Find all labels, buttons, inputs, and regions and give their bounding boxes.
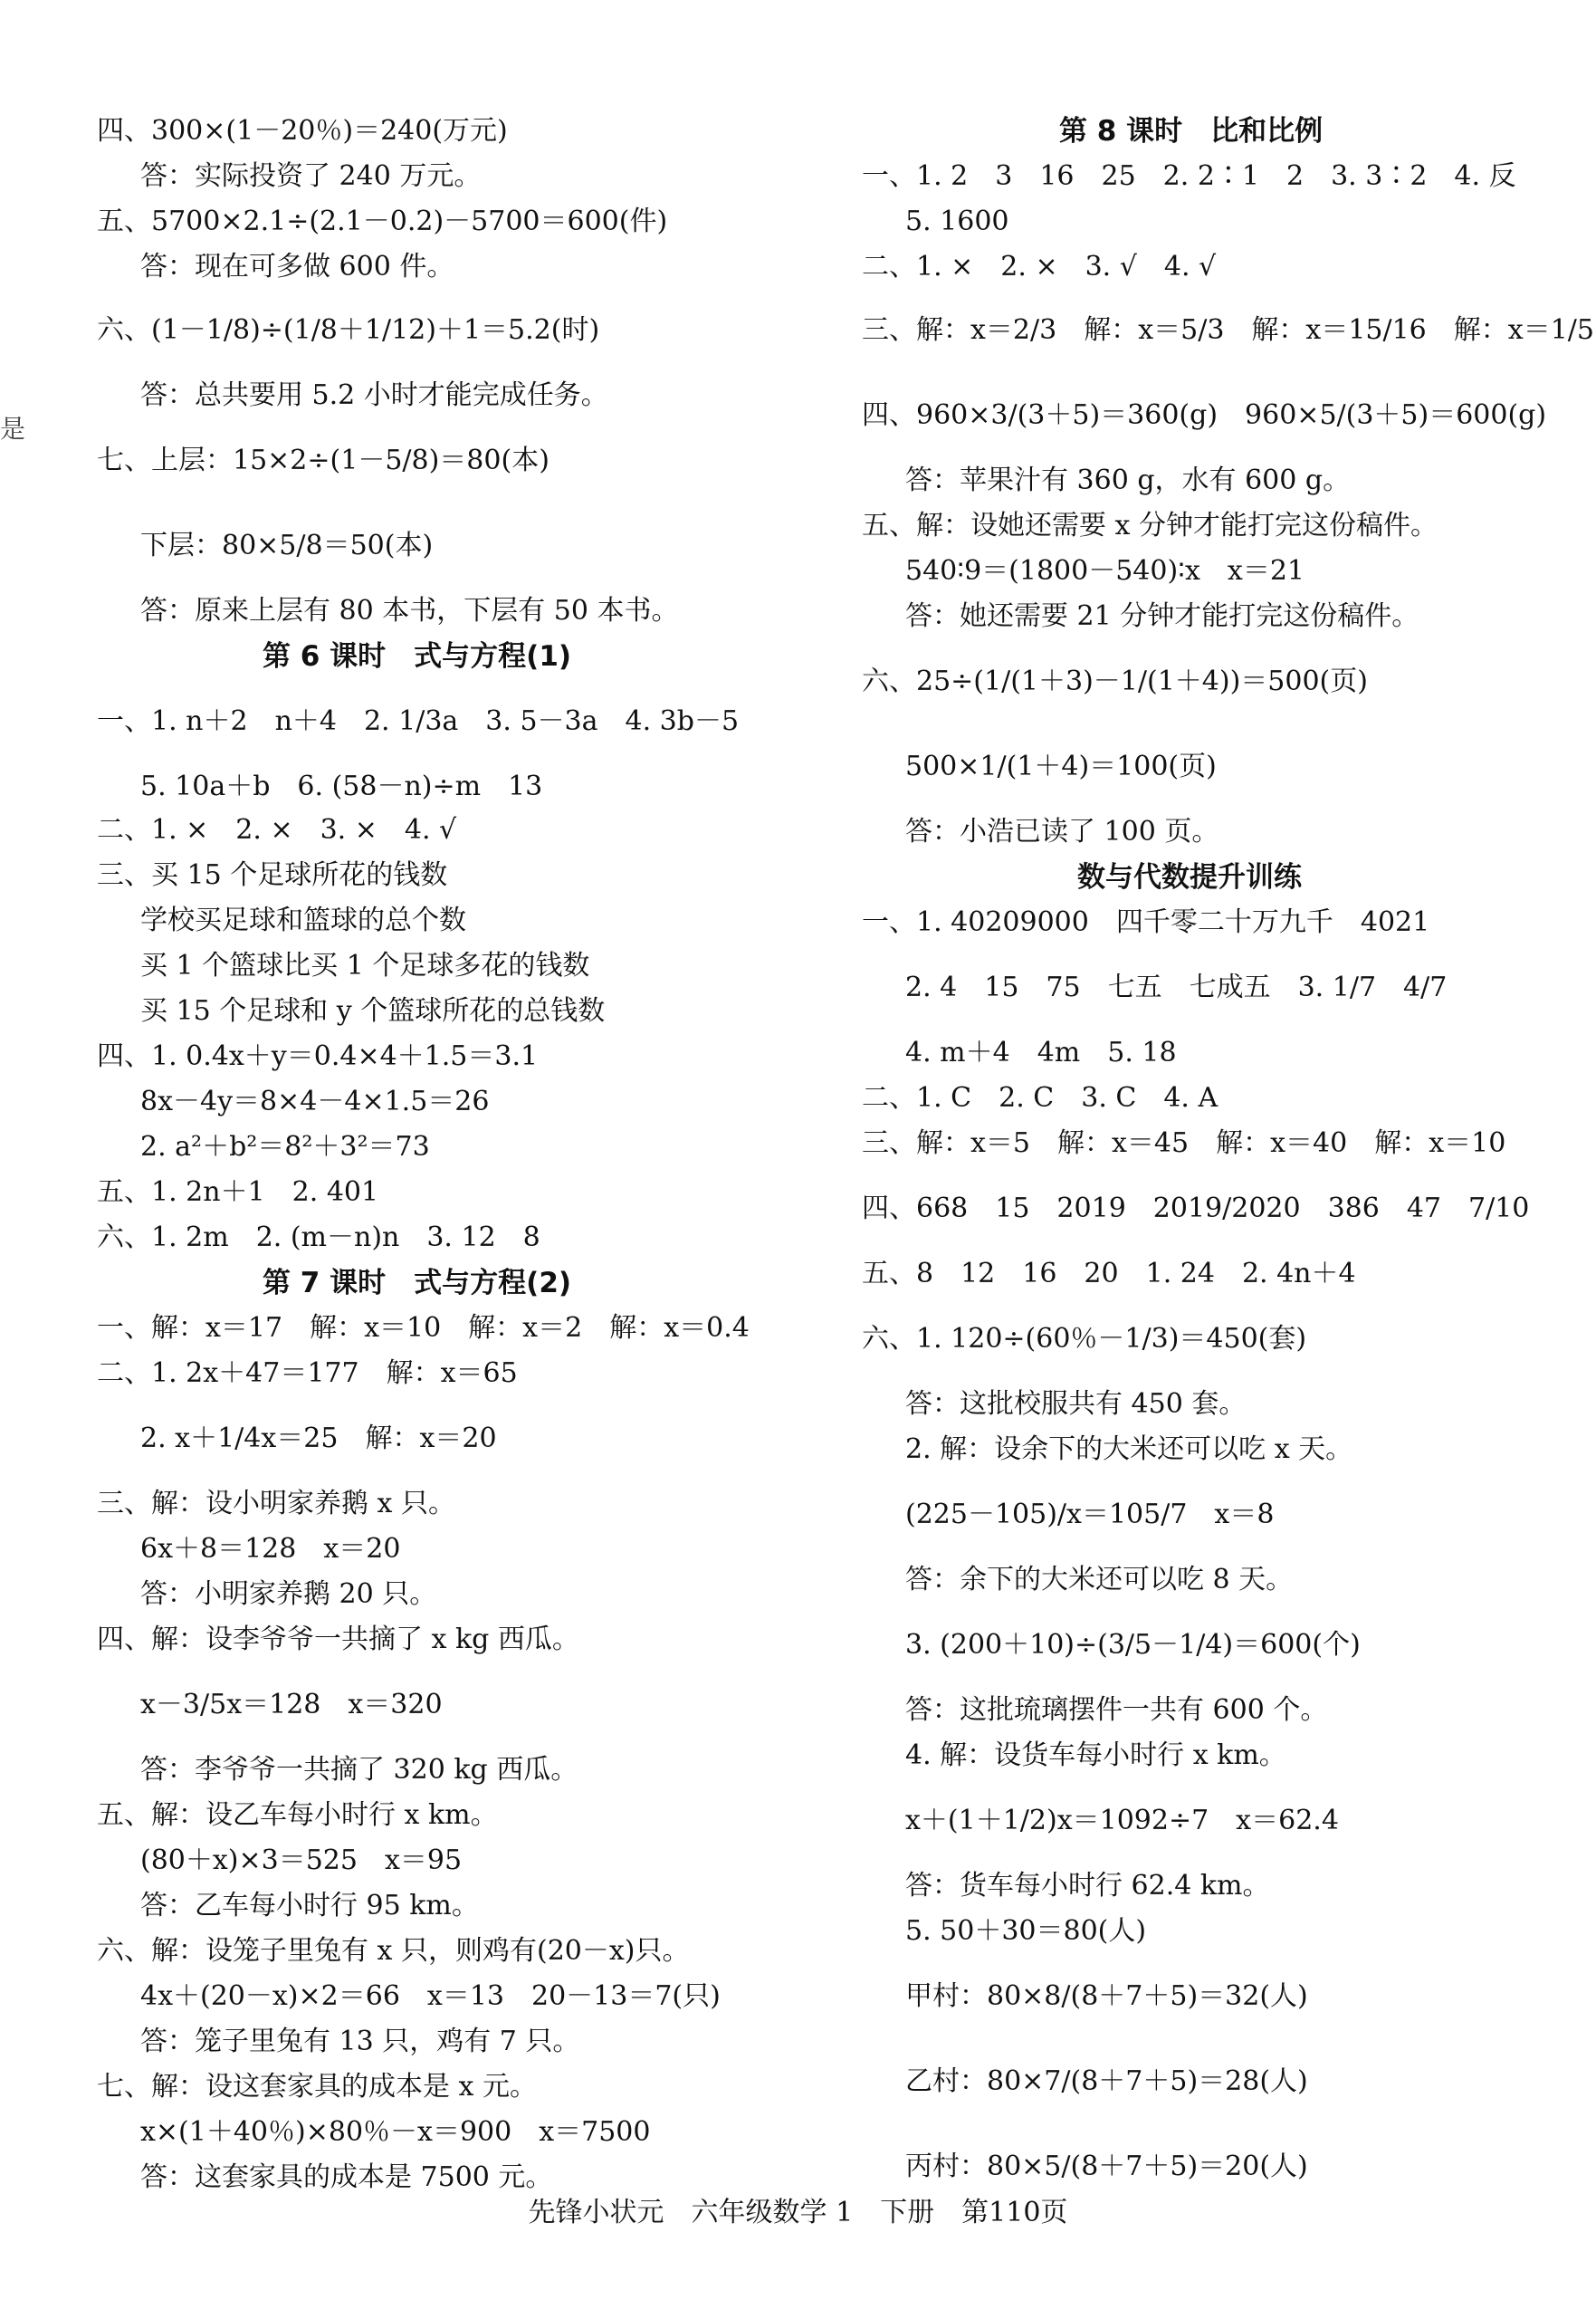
answer-line: 2. x＋1/4x＝25 解：x＝20 bbox=[140, 1423, 497, 1454]
answer-line: 三、解：x＝2/3 解：x＝5/3 解：x＝15/16 解：x＝1/5 bbox=[862, 314, 1594, 346]
answer-line: 6x＋8＝128 x＝20 bbox=[140, 1533, 401, 1565]
answer-line: 4x＋(20－x)×2＝66 x＝13 20－13＝7(只) bbox=[140, 1980, 721, 2012]
answer-line: 答：笼子里兔有 13 只，鸡有 7 只。 bbox=[140, 2026, 580, 2057]
answer-line: 三、解：设小明家养鹅 x 只。 bbox=[97, 1488, 455, 1519]
section-heading: 第 8 课时 比和比例 bbox=[1059, 115, 1324, 148]
answer-line: 五、1. 2n＋1 2. 401 bbox=[97, 1176, 379, 1208]
answer-line: 一、1. 2 3 16 25 2. 2∶1 2 3. 3∶2 4. 反 bbox=[862, 160, 1516, 192]
answer-line: 答：她还需要 21 分钟才能打完这份稿件。 bbox=[905, 600, 1419, 632]
answer-line: 答：原来上层有 80 本书，下层有 50 本书。 bbox=[140, 595, 679, 627]
answer-line: 500×1/(1＋4)＝100(页) bbox=[905, 751, 1217, 782]
answer-line: 5. 50＋30＝80(人) bbox=[905, 1915, 1147, 1947]
answer-line: 四、960×3/(3＋5)＝360(g) 960×5/(3＋5)＝600(g) bbox=[862, 399, 1547, 431]
answer-line: 答：现在可多做 600 件。 bbox=[140, 251, 454, 283]
answer-line: 5. 1600 bbox=[905, 206, 1009, 237]
answer-line: 七、解：设这套家具的成本是 x 元。 bbox=[97, 2071, 537, 2103]
section-heading: 数与代数提升训练 bbox=[1077, 861, 1302, 894]
answer-line: 二、1. C 2. C 3. C 4. A bbox=[862, 1082, 1219, 1114]
answer-line: 丙村：80×5/(8＋7＋5)＝20(人) bbox=[905, 2151, 1308, 2182]
answer-line: 学校买足球和篮球的总个数 bbox=[140, 905, 466, 936]
answer-line: 2. a²＋b²＝8²＋3²＝73 bbox=[140, 1131, 430, 1163]
page-footer: 先锋小状元 六年级数学 1 下册 第110页 bbox=[528, 2197, 1068, 2228]
answer-line: 答：小浩已读了 100 页。 bbox=[905, 816, 1219, 848]
answer-line: 四、解：设李爷爷一共摘了 x kg 西瓜。 bbox=[97, 1624, 579, 1655]
answer-line: (80＋x)×3＝525 x＝95 bbox=[140, 1844, 463, 1876]
answer-line: 540∶9＝(1800－540)∶x x＝21 bbox=[905, 555, 1305, 587]
answer-line: 2. 4 15 75 七五 七成五 3. 1/7 4/7 bbox=[905, 972, 1448, 1003]
answer-line: 六、1. 2m 2. (m－n)n 3. 12 8 bbox=[97, 1222, 540, 1253]
answer-line: x×(1＋40％)×80％－x＝900 x＝7500 bbox=[140, 2116, 651, 2148]
answer-line: 一、1. n＋2 n＋4 2. 1/3a 3. 5－3a 4. 3b－5 bbox=[97, 705, 740, 737]
answer-line: 4. 解：设货车每小时行 x km。 bbox=[905, 1739, 1286, 1771]
answer-line: 4. m＋4 4m 5. 18 bbox=[905, 1037, 1177, 1068]
answer-line: 买 15 个足球和 y 个篮球所花的总钱数 bbox=[140, 995, 606, 1027]
answer-line: 四、300×(1－20％)＝240(万元) bbox=[97, 115, 508, 147]
answer-line: 六、1. 120÷(60％－1/3)＝450(套) bbox=[862, 1323, 1307, 1355]
margin-fragment: 是 bbox=[0, 414, 26, 444]
answer-line: 答：这批校服共有 450 套。 bbox=[905, 1388, 1247, 1420]
answer-line: 三、解：x＝5 解：x＝45 解：x＝40 解：x＝10 bbox=[862, 1127, 1506, 1159]
answer-line: x－3/5x＝128 x＝320 bbox=[140, 1689, 443, 1720]
answer-line: 二、1. × 2. × 3. √ 4. √ bbox=[862, 251, 1217, 283]
answer-line: 5. 10a＋b 6. (58－n)÷m 13 bbox=[140, 771, 543, 802]
answer-line: 答：苹果汁有 360 g，水有 600 g。 bbox=[905, 465, 1351, 496]
answer-line: 答：货车每小时行 62.4 km。 bbox=[905, 1870, 1270, 1902]
answer-line: 六、(1－1/8)÷(1/8＋1/12)＋1＝5.2(时) bbox=[97, 314, 600, 346]
answer-line: 二、1. × 2. × 3. × 4. √ bbox=[97, 814, 457, 846]
answer-line: 答：这批琉璃摆件一共有 600 个。 bbox=[905, 1694, 1328, 1726]
answer-line: 六、25÷(1/(1＋3)－1/(1＋4))＝500(页) bbox=[862, 666, 1368, 697]
answer-line: 三、买 15 个足球所花的钱数 bbox=[97, 859, 448, 891]
answer-line: 甲村：80×8/(8＋7＋5)＝32(人) bbox=[905, 1980, 1308, 2012]
answer-line: 五、解：设乙车每小时行 x km。 bbox=[97, 1799, 498, 1831]
answer-line: 答：实际投资了 240 万元。 bbox=[140, 160, 482, 192]
answer-line: 答：小明家养鹅 20 只。 bbox=[140, 1578, 437, 1610]
answer-line: 七、上层：15×2÷(1－5/8)＝80(本) bbox=[97, 445, 550, 476]
section-heading: 第 7 课时 式与方程(2) bbox=[263, 1267, 572, 1299]
answer-line: 五、解：设她还需要 x 分钟才能打完这份稿件。 bbox=[862, 510, 1438, 541]
answer-line: 六、解：设笼子里兔有 x 只，则鸡有(20－x)只。 bbox=[97, 1935, 690, 1967]
answer-line: 五、5700×2.1÷(2.1－0.2)－5700＝600(件) bbox=[97, 206, 668, 237]
answer-line: 二、1. 2x＋47＝177 解：x＝65 bbox=[97, 1357, 518, 1389]
answer-line: 答：乙车每小时行 95 km。 bbox=[140, 1890, 479, 1921]
answer-line: x＋(1＋1/2)x＝1092÷7 x＝62.4 bbox=[905, 1805, 1339, 1836]
answer-line: 五、8 12 16 20 1. 24 2. 4n＋4 bbox=[862, 1258, 1356, 1289]
answer-line: 答：余下的大米还可以吃 8 天。 bbox=[905, 1564, 1294, 1595]
answer-line: (225－105)/x＝105/7 x＝8 bbox=[905, 1499, 1275, 1530]
answer-line: 四、1. 0.4x＋y＝0.4×4＋1.5＝3.1 bbox=[97, 1040, 539, 1072]
answer-line: 买 1 个篮球比买 1 个足球多花的钱数 bbox=[140, 950, 590, 982]
answer-line: 一、解：x＝17 解：x＝10 解：x＝2 解：x＝0.4 bbox=[97, 1312, 750, 1344]
section-heading: 第 6 课时 式与方程(1) bbox=[263, 640, 572, 673]
answer-line: 8x－4y＝8×4－4×1.5＝26 bbox=[140, 1086, 490, 1117]
answer-line: 3. (200＋10)÷(3/5－1/4)＝600(个) bbox=[905, 1629, 1361, 1661]
answer-line: 答：李爷爷一共摘了 320 kg 西瓜。 bbox=[140, 1754, 578, 1786]
answer-line: 下层：80×5/8＝50(本) bbox=[140, 530, 434, 561]
answer-line: 四、668 15 2019 2019/2020 386 47 7/10 bbox=[862, 1193, 1530, 1224]
answer-line: 2. 解：设余下的大米还可以吃 x 天。 bbox=[905, 1433, 1353, 1465]
answer-line: 乙村：80×7/(8＋7＋5)＝28(人) bbox=[905, 2065, 1308, 2097]
answer-line: 一、1. 40209000 四千零二十万九千 4021 bbox=[862, 906, 1430, 938]
answer-line: 答：总共要用 5.2 小时才能完成任务。 bbox=[140, 379, 608, 411]
answer-line: 答：这套家具的成本是 7500 元。 bbox=[140, 2161, 553, 2193]
